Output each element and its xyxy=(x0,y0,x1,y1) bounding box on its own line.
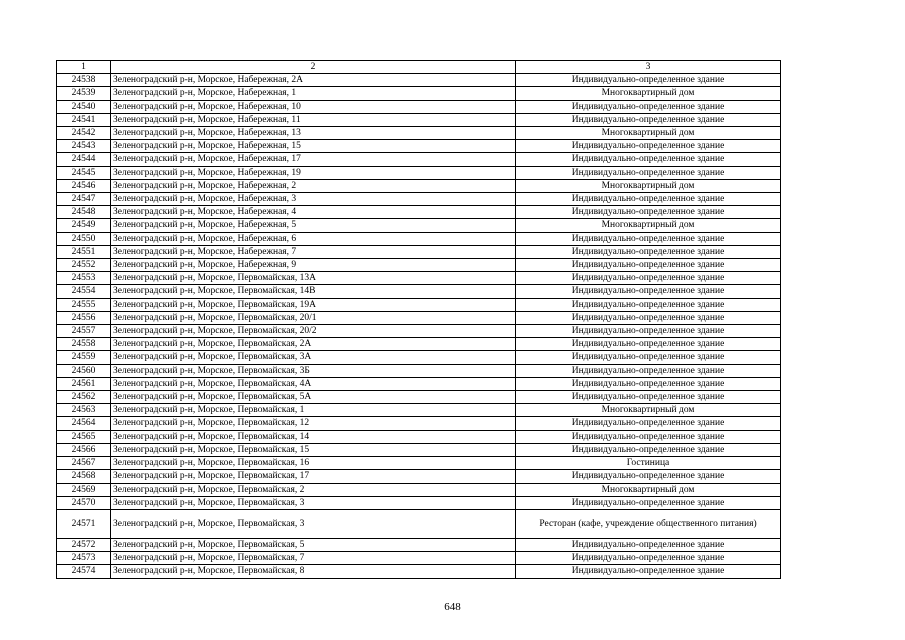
table-row xyxy=(57,74,781,87)
table-row xyxy=(57,377,781,390)
table-row xyxy=(57,457,781,470)
row-number: 24570 xyxy=(57,496,111,509)
table-row xyxy=(57,417,781,430)
row-address: Зеленоградский р-н, Морское, Набережная, 1 xyxy=(111,87,516,100)
row-address: Зеленоградский р-н, Морское, Набережная, 7 xyxy=(111,245,516,258)
row-number: 24551 xyxy=(57,245,111,258)
row-object-type: Индивидуально-определенное здание xyxy=(516,496,781,509)
row-object-type: Многоквартирный дом xyxy=(516,179,781,192)
row-address: Зеленоградский р-н, Морское, Первомайская, 17 xyxy=(111,470,516,483)
row-number: 24548 xyxy=(57,206,111,219)
column-header-1: 1 xyxy=(57,61,111,74)
row-object-type: Индивидуально-определенное здание xyxy=(516,232,781,245)
row-number: 24572 xyxy=(57,538,111,551)
row-object-type: Многоквартирный дом xyxy=(516,219,781,232)
row-object-type: Индивидуально-определенное здание xyxy=(516,538,781,551)
row-object-type: Индивидуально-определенное здание xyxy=(516,443,781,456)
row-address: Зеленоградский р-н, Морское, Первомайская, 3 xyxy=(111,509,516,538)
row-object-type: Гостиница xyxy=(516,457,781,470)
row-address: Зеленоградский р-н, Морское, Первомайская, 19А xyxy=(111,298,516,311)
table-row xyxy=(57,404,781,417)
row-address: Зеленоградский р-н, Морское, Первомайская, 20/1 xyxy=(111,311,516,324)
row-address: Зеленоградский р-н, Морское, Набережная, 19 xyxy=(111,166,516,179)
row-number: 24539 xyxy=(57,87,111,100)
row-number: 24558 xyxy=(57,338,111,351)
row-number: 24544 xyxy=(57,153,111,166)
row-address: Зеленоградский р-н, Морское, Первомайская, 7 xyxy=(111,552,516,565)
table-row xyxy=(57,443,781,456)
table-row xyxy=(57,351,781,364)
row-object-type: Индивидуально-определенное здание xyxy=(516,391,781,404)
table-row xyxy=(57,509,781,538)
row-address: Зеленоградский р-н, Морское, Первомайская, 14 xyxy=(111,430,516,443)
row-address: Зеленоградский р-н, Морское, Набережная, 15 xyxy=(111,140,516,153)
table-row xyxy=(57,113,781,126)
row-address: Зеленоградский р-н, Морское, Набережная, 9 xyxy=(111,259,516,272)
row-object-type: Индивидуально-определенное здание xyxy=(516,193,781,206)
row-address: Зеленоградский р-н, Морское, Набережная, 6 xyxy=(111,232,516,245)
row-number: 24547 xyxy=(57,193,111,206)
row-number: 24552 xyxy=(57,259,111,272)
row-object-type: Индивидуально-определенное здание xyxy=(516,298,781,311)
row-object-type: Многоквартирный дом xyxy=(516,87,781,100)
row-number: 24545 xyxy=(57,166,111,179)
row-address: Зеленоградский р-н, Морское, Первомайская, 16 xyxy=(111,457,516,470)
table-row xyxy=(57,206,781,219)
row-address: Зеленоградский р-н, Морское, Первомайская, 3А xyxy=(111,351,516,364)
row-address: Зеленоградский р-н, Морское, Первомайская, 2А xyxy=(111,338,516,351)
row-object-type: Индивидуально-определенное здание xyxy=(516,325,781,338)
table-row xyxy=(57,483,781,496)
row-object-type: Многоквартирный дом xyxy=(516,404,781,417)
row-object-type: Индивидуально-определенное здание xyxy=(516,272,781,285)
row-number: 24560 xyxy=(57,364,111,377)
table-row xyxy=(57,538,781,551)
row-object-type: Индивидуально-определенное здание xyxy=(516,552,781,565)
row-number: 24561 xyxy=(57,377,111,390)
row-number: 24541 xyxy=(57,113,111,126)
row-object-type: Индивидуально-определенное здание xyxy=(516,113,781,126)
row-address: Зеленоградский р-н, Морское, Набережная, 11 xyxy=(111,113,516,126)
table-row xyxy=(57,285,781,298)
table-row xyxy=(57,193,781,206)
row-number: 24540 xyxy=(57,100,111,113)
table-row xyxy=(57,364,781,377)
row-object-type: Индивидуально-определенное здание xyxy=(516,377,781,390)
row-address: Зеленоградский р-н, Морское, Первомайская, 15 xyxy=(111,443,516,456)
row-number: 24571 xyxy=(57,509,111,538)
row-address: Зеленоградский р-н, Морское, Первомайская, 1 xyxy=(111,404,516,417)
row-number: 24574 xyxy=(57,565,111,578)
row-address: Зеленоградский р-н, Морское, Первомайская, 3Б xyxy=(111,364,516,377)
row-address: Зеленоградский р-н, Морское, Первомайская, 8 xyxy=(111,565,516,578)
row-number: 24573 xyxy=(57,552,111,565)
row-object-type: Индивидуально-определенное здание xyxy=(516,311,781,324)
row-object-type: Индивидуально-определенное здание xyxy=(516,153,781,166)
row-number: 24543 xyxy=(57,140,111,153)
table-row xyxy=(57,272,781,285)
table-row xyxy=(57,219,781,232)
row-number: 24563 xyxy=(57,404,111,417)
row-object-type: Индивидуально-определенное здание xyxy=(516,565,781,578)
row-address: Зеленоградский р-н, Морское, Первомайская, 5 xyxy=(111,538,516,551)
row-number: 24569 xyxy=(57,483,111,496)
table-row xyxy=(57,552,781,565)
row-object-type: Индивидуально-определенное здание xyxy=(516,259,781,272)
row-number: 24562 xyxy=(57,391,111,404)
table-row xyxy=(57,338,781,351)
table-row xyxy=(57,470,781,483)
table-row xyxy=(57,391,781,404)
column-header-2: 2 xyxy=(111,61,516,74)
row-address: Зеленоградский р-н, Морское, Первомайская, 3 xyxy=(111,496,516,509)
row-address: Зеленоградский р-н, Морское, Первомайская, 4А xyxy=(111,377,516,390)
row-object-type: Многоквартирный дом xyxy=(516,127,781,140)
column-header-3: 3 xyxy=(516,61,781,74)
row-number: 24559 xyxy=(57,351,111,364)
row-number: 24567 xyxy=(57,457,111,470)
row-address: Зеленоградский р-н, Морское, Первомайская, 20/2 xyxy=(111,325,516,338)
row-address: Зеленоградский р-н, Морское, Набережная, 13 xyxy=(111,127,516,140)
row-address: Зеленоградский р-н, Морское, Первомайская, 2 xyxy=(111,483,516,496)
table-row xyxy=(57,245,781,258)
table-row xyxy=(57,430,781,443)
row-number: 24542 xyxy=(57,127,111,140)
row-address: Зеленоградский р-н, Морское, Набережная, 2А xyxy=(111,74,516,87)
row-object-type: Индивидуально-определенное здание xyxy=(516,166,781,179)
table-row xyxy=(57,87,781,100)
registry-table xyxy=(56,60,781,579)
row-object-type: Индивидуально-определенное здание xyxy=(516,470,781,483)
row-object-type: Индивидуально-определенное здание xyxy=(516,100,781,113)
row-object-type: Индивидуально-определенное здание xyxy=(516,430,781,443)
row-object-type: Индивидуально-определенное здание xyxy=(516,74,781,87)
row-object-type: Многоквартирный дом xyxy=(516,483,781,496)
row-number: 24566 xyxy=(57,443,111,456)
row-address: Зеленоградский р-н, Морское, Набережная, 17 xyxy=(111,153,516,166)
row-number: 24556 xyxy=(57,311,111,324)
row-address: Зеленоградский р-н, Морское, Набережная, 5 xyxy=(111,219,516,232)
page-number: 648 xyxy=(444,601,461,613)
row-object-type: Индивидуально-определенное здание xyxy=(516,417,781,430)
row-object-type: Индивидуально-определенное здание xyxy=(516,140,781,153)
row-address: Зеленоградский р-н, Морское, Набережная, 10 xyxy=(111,100,516,113)
table-row xyxy=(57,140,781,153)
row-address: Зеленоградский р-н, Морское, Первомайская, 14В xyxy=(111,285,516,298)
table-row xyxy=(57,259,781,272)
row-number: 24549 xyxy=(57,219,111,232)
table-row xyxy=(57,298,781,311)
row-number: 24550 xyxy=(57,232,111,245)
row-number: 24557 xyxy=(57,325,111,338)
row-address: Зеленоградский р-н, Морское, Первомайская, 12 xyxy=(111,417,516,430)
row-object-type: Индивидуально-определенное здание xyxy=(516,351,781,364)
row-number: 24553 xyxy=(57,272,111,285)
table-row xyxy=(57,100,781,113)
row-address: Зеленоградский р-н, Морское, Набережная, 3 xyxy=(111,193,516,206)
table-row xyxy=(57,311,781,324)
table-row xyxy=(57,565,781,578)
row-object-type: Индивидуально-определенное здание xyxy=(516,285,781,298)
table-row xyxy=(57,127,781,140)
row-address: Зеленоградский р-н, Морское, Первомайская, 13А xyxy=(111,272,516,285)
row-object-type: Индивидуально-определенное здание xyxy=(516,245,781,258)
table-row xyxy=(57,496,781,509)
row-number: 24555 xyxy=(57,298,111,311)
row-address: Зеленоградский р-н, Морское, Набережная, 4 xyxy=(111,206,516,219)
row-object-type: Индивидуально-определенное здание xyxy=(516,338,781,351)
table-row xyxy=(57,325,781,338)
row-address: Зеленоградский р-н, Морское, Первомайская, 5А xyxy=(111,391,516,404)
table-row xyxy=(57,153,781,166)
registry-table-body xyxy=(57,61,781,579)
table-row xyxy=(57,179,781,192)
row-number: 24565 xyxy=(57,430,111,443)
row-address: Зеленоградский р-н, Морское, Набережная, 2 xyxy=(111,179,516,192)
row-object-type: Индивидуально-определенное здание xyxy=(516,206,781,219)
table-row xyxy=(57,232,781,245)
table-row xyxy=(57,166,781,179)
row-number: 24538 xyxy=(57,74,111,87)
table-header-row xyxy=(57,61,781,74)
row-object-type: Ресторан (кафе, учреждение общественного питания) xyxy=(516,509,781,538)
row-object-type: Индивидуально-определенное здание xyxy=(516,364,781,377)
row-number: 24554 xyxy=(57,285,111,298)
row-number: 24546 xyxy=(57,179,111,192)
row-number: 24568 xyxy=(57,470,111,483)
row-number: 24564 xyxy=(57,417,111,430)
